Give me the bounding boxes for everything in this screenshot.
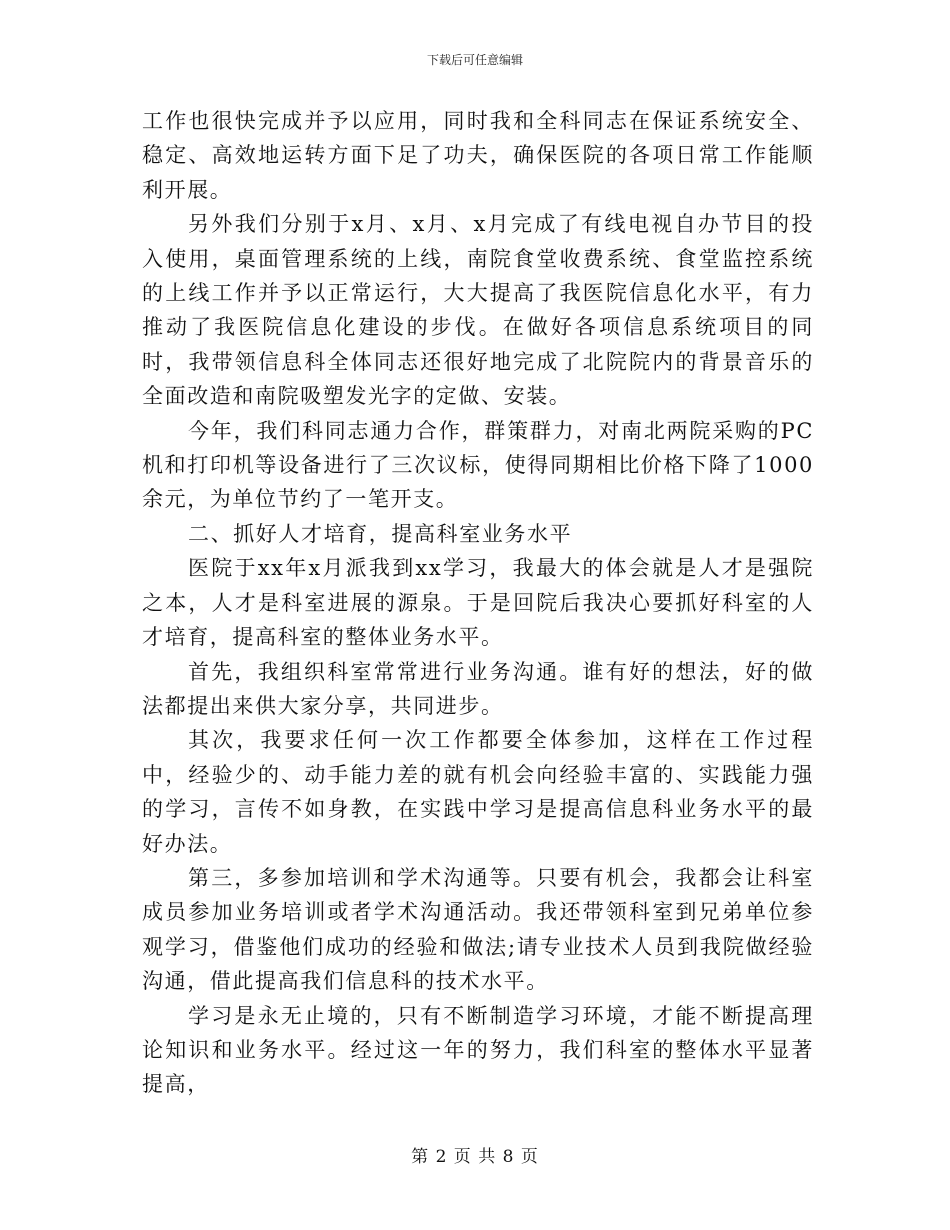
paragraph-3: 今年，我们科同志通力合作，群策群力，对南北两院采购的PC机和打印机等设备进行了三次议标，使得同期相比价格下降了1000余元，为单位节约了一笔开支。 xyxy=(142,418,814,512)
section-heading: 二、抓好人才培育，提高科室业务水平 xyxy=(188,521,573,546)
paragraph-5: 首先，我组织科室常常进行业务沟通。谁有好的想法，好的做法都提出来供大家分享，共同进步。 xyxy=(142,659,814,718)
paragraph-1: 工作也很快完成并予以应用，同时我和全科同志在保证系统安全、稳定、高效地运转方面下足了功夫，确保医院的各项日常工作能顺利开展。 xyxy=(142,109,814,202)
document-body xyxy=(142,104,814,1102)
paragraph-4: 医院于xx年x月派我到xx学习，我最大的体会就是人才是强院之本，人才是科室进展的源泉。于是回院后我决心要抓好科室的人才培育，提高科室的整体业务水平。 xyxy=(142,556,814,650)
paragraph-7: 第三，多参加培训和学术沟通等。只要有机会，我都会让科室成员参加业务培训或者学术沟通活动。我还带领科室到兄弟单位参观学习，借鉴他们成功的经验和做法;请专业技术人员到我院做经验沟通，借此提高我们信息科的技术水平。 xyxy=(142,865,814,994)
paragraph-6: 其次，我要求任何一次工作都要全体参加，这样在工作过程中，经验少的、动手能力差的就有机会向经验丰富的、实践能力强的学习，言传不如身教，在实践中学习是提高信息科业务水平的最好办法。 xyxy=(142,728,814,856)
page-header-note: 下载后可任意编辑 xyxy=(426,53,523,67)
paragraph-2: 另外我们分别于x月、x月、x月完成了有线电视自办节目的投入使用，桌面管理系统的上线，南院食堂收费系统、食堂监控系统的上线工作并予以正常运行，大大提高了我医院信息化水平，有力推动了我医院信息化建设的步伐。在做好各项信息系统项目的同时，我带领信息科全体同志还很好地完成了北院院内的背景音乐的全面改造和南院吸塑发光字的定做、安装。 xyxy=(142,212,814,409)
paragraph-8: 学习是永无止境的，只有不断制造学习环境，才能不断提高理论知识和业务水平。经过这一年的努力，我们科室的整体水平显著提高， xyxy=(142,1003,814,1097)
page-number: 第 2 页 共 8 页 xyxy=(411,1147,539,1167)
